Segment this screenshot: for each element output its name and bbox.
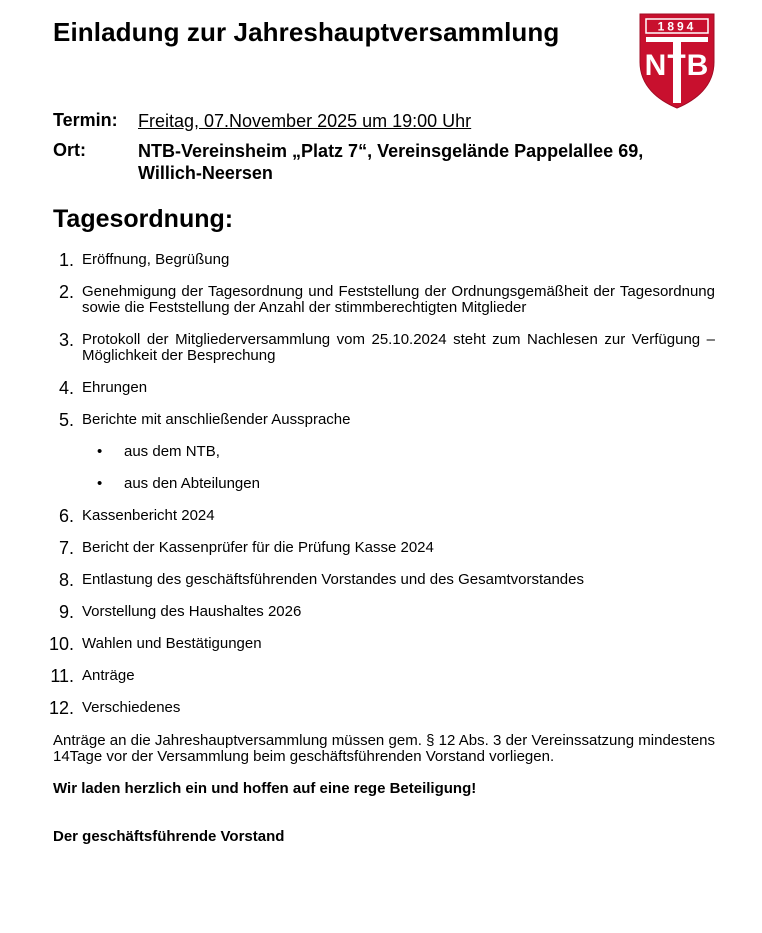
agenda-heading: Tagesordnung:	[53, 205, 234, 233]
termin-value: Freitag, 07.November 2025 um 19:00 Uhr	[138, 111, 472, 131]
agenda-number: 4.	[58, 378, 74, 398]
agenda-number: 11.	[50, 666, 74, 686]
agenda-number: 3.	[58, 330, 74, 350]
agenda-text: Eröffnung, Begrüßung	[82, 251, 230, 268]
agenda-text: Protokoll der Mitgliederversammlung vom 25.10.2024 steht zum Nachlesen zur Verfügung – Möglichkeit der Besprechung	[82, 331, 715, 364]
bullet-icon: •	[97, 443, 103, 460]
agenda-text: Verschiedenes	[82, 699, 181, 716]
agenda-number: 9.	[58, 602, 74, 622]
ntb-club-logo	[638, 12, 716, 110]
agenda-text: Genehmigung der Tagesordnung und Feststellung der Ordnungsgemäßheit der Tagesordnung sowie die Feststellung der Anzahl der stimmberechtigten Mitglieder	[82, 283, 715, 316]
motion-deadline-note: Anträge an die Jahreshauptversammlung müssen gem. § 12 Abs. 3 der Vereinssatzung mindestens 14Tage vor der Versammlung beim geschäftsführenden Vorstand vorliegen.	[53, 732, 715, 765]
document-title: Einladung zur Jahreshauptversammlung	[53, 17, 560, 47]
agenda-text: Bericht der Kassenprüfer für die Prüfung Kasse 2024	[82, 539, 434, 556]
agenda-number: 7.	[58, 538, 74, 558]
agenda-number: 1.	[58, 250, 74, 270]
logo-year: 1894	[657, 19, 697, 34]
agenda-text: Berichte mit anschließender Aussprache	[82, 411, 351, 428]
ort-line-2: Willich-Neersen	[138, 163, 273, 183]
agenda-text: Kassenbericht 2024	[82, 507, 215, 524]
termin-label: Termin:	[53, 110, 118, 130]
agenda-text: Entlastung des geschäftsführenden Vorstandes und des Gesamtvorstandes	[82, 571, 584, 588]
agenda-text: Ehrungen	[82, 379, 148, 396]
agenda-number: 2.	[58, 282, 74, 302]
sub-item-text: aus den Abteilungen	[124, 475, 260, 492]
agenda-number: 12.	[48, 698, 74, 718]
agenda-text: Anträge	[82, 667, 135, 684]
signature-board: Der geschäftsführende Vorstand	[53, 828, 285, 845]
ort-line-1: NTB-Vereinsheim „Platz 7“, Vereinsgelände Pappelallee 69,	[138, 141, 644, 161]
ort-label: Ort:	[53, 140, 86, 160]
bullet-icon: •	[97, 475, 103, 492]
logo-letters: NTB	[644, 49, 710, 82]
ort-value	[138, 140, 643, 184]
agenda-number: 5.	[58, 410, 74, 430]
agenda-number: 8.	[58, 570, 74, 590]
sub-item-text: aus dem NTB,	[124, 443, 220, 460]
agenda-number: 10.	[48, 634, 74, 654]
closing-invitation: Wir laden herzlich ein und hoffen auf eine rege Beteiligung!	[53, 780, 477, 797]
agenda-text: Vorstellung des Haushaltes 2026	[82, 603, 302, 620]
agenda-number: 6.	[58, 506, 74, 526]
agenda-text: Wahlen und Bestätigungen	[82, 635, 262, 652]
